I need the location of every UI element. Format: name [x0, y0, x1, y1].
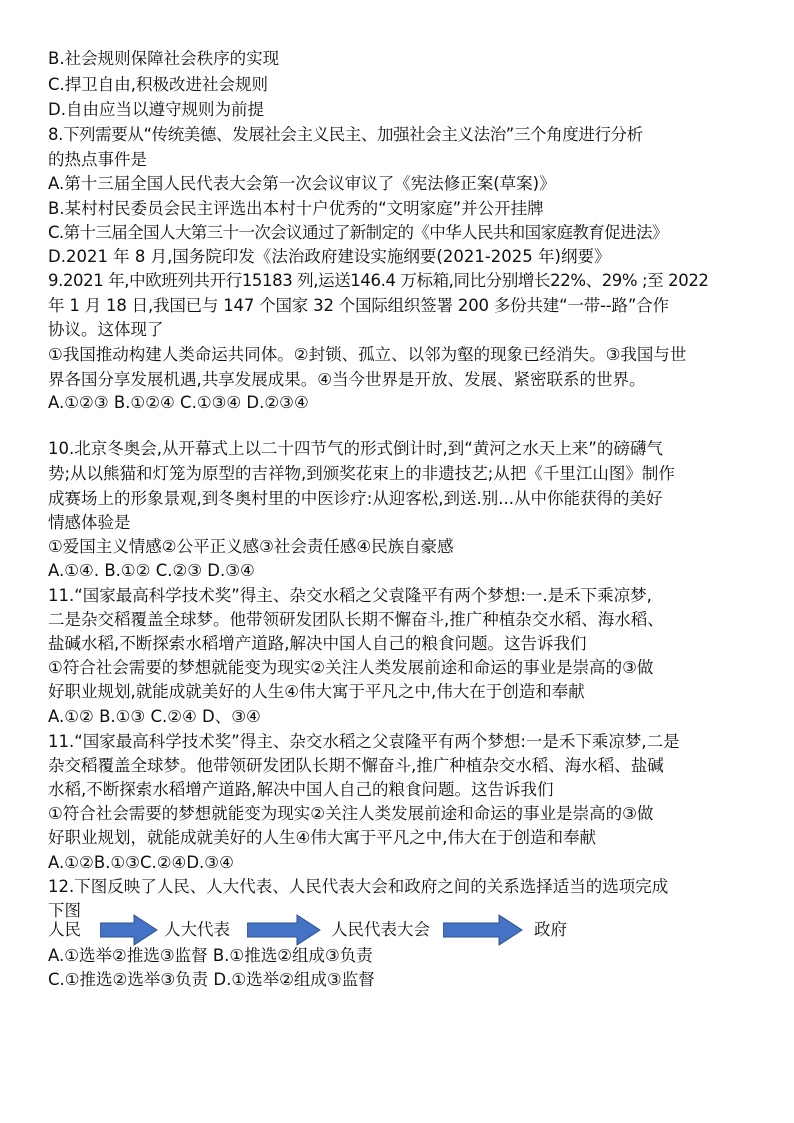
question-stem-line: 水稻,不断探索水稻增产道路,解决中国人自己的粮食问题。这告诉我们: [48, 780, 554, 799]
question-stem-line: 9.2021 年,中欧班列共开行15183 列,运送146.4 万标箱,同比分别增长22%、29% ;至 2022: [48, 271, 709, 290]
question-stem-line: 11.“国家最高科学技术奖”得主、杂交水稻之父袁隆平有两个梦想:一是禾下乘凉梦,二是: [48, 732, 680, 751]
question-stem-line: 情感体验是: [48, 513, 131, 532]
statement-line: ①符合社会需要的梦想就能变为现实②关注人类发展前途和命运的事业是崇高的③做: [48, 658, 654, 677]
question-stem-line: 势;从以熊猫和灯笼为原型的吉祥物,到颁奖花束上的非遗技艺;从把《千里江山图》制作: [48, 464, 675, 483]
question-stem-line: 二是杂交稻覆盖全球梦。他带领研发团队长期不懈奋斗,推广种植杂交水稻、海水稻、: [48, 610, 664, 629]
question-stem-line: 12.下图反映了人民、人大代表、人民代表大会和政府之间的关系选择适当的选项完成: [48, 877, 669, 896]
answer-choices: C.①推选②选举③负责 D.①选举②组成③监督: [48, 970, 375, 989]
option-line: B.社会规则保障社会秩序的实现: [48, 49, 280, 68]
statement-line: 好职业规划,就能成就美好的人生④伟大寓于平凡之中,伟大在于创造和奉献: [48, 682, 585, 701]
node-government: 政府: [534, 920, 567, 939]
arrow-shape: [100, 915, 157, 945]
question-stem-line: 下图: [48, 901, 81, 920]
option-line: C.捍卫自由,积极改进社会规则: [48, 75, 269, 94]
question-stem-line: 盐碱水稻,不断探索水稻增产道路,解决中国人自己的粮食问题。这告诉我们: [48, 634, 587, 653]
option-line: B.某村村民委员会民主评选出本村十户优秀的“文明家庭”并公开挂牌: [48, 199, 544, 218]
node-people: 人民: [48, 920, 81, 939]
arrow-shape: [443, 915, 522, 945]
question-stem-line: 协议。这体现了: [48, 320, 164, 339]
statement-line: ①我国推动构建人类命运共同体。②封锁、孤立、以邻为壑的现象已经消失。③我国与世: [48, 345, 687, 364]
question-stem-line: 成赛场上的形象景观,到冬奥村里的中医诊疗:从迎客松,到送.别...从中你能获得的美好: [48, 489, 663, 508]
question-stem-line: 的热点事件是: [48, 150, 147, 169]
question-stem-line: 年 1 月 18 日,我国已与 147 个国家 32 个国际组织签署 200 多份共建“一带--路”合作: [48, 296, 669, 315]
question-stem-line: 11.“国家最高科学技术奖”得主、杂交水稻之父袁隆平有两个梦想:一.是禾下乘凉梦,: [48, 586, 652, 605]
answer-choices: A.①选举②推选③监督 B.①推选②组成③负责: [48, 946, 373, 965]
statement-line: 好职业规划，就能成就美好的人生④伟大寓于平凡之中,伟大在于创造和奉献: [48, 828, 597, 847]
statement-line: ①符合社会需要的梦想就能变为现实②关注人类发展前途和命运的事业是崇高的③做: [48, 804, 654, 823]
arrow-right-icon: [443, 914, 523, 946]
question-stem-line: 10.北京冬奥会,从开幕式上以二十四节气的形式倒计时,到“黄河之水天上来”的磅礴气: [48, 439, 663, 458]
question-stem-line: 杂交稻覆盖全球梦。他带领研发团队长期不懈奋斗,推广种植杂交水稻、海水稻、盐碱: [48, 756, 664, 775]
question-stem-line: 8.下列需要从“传统美德、发展社会主义民主、加强社会主义法治”三个角度进行分析: [48, 125, 643, 144]
relationship-diagram: [48, 914, 608, 946]
answer-choices: A.①④. B.①② C.②③ D.③④: [48, 561, 255, 580]
statement-line: ①爱国主义情感②公平正义感③社会责任感④民族自豪感: [48, 537, 454, 556]
arrow-right-icon: [100, 914, 158, 946]
answer-choices: A.①②B.①③C.②④D.③④: [48, 853, 234, 872]
answer-choices: A.①② B.①③ C.②④ D、③④: [48, 707, 261, 726]
statement-line: 界各国分享发展机遇,共享发展成果。④当今世界是开放、发展、紧密联系的世界。: [48, 370, 646, 389]
option-line: C.第十三届全国人大第三十一次会议通过了新制定的《中华人民共和国家庭教育促进法》: [48, 223, 668, 242]
answer-choices: A.①②③ B.①②④ C.①③④ D.②③④: [48, 393, 309, 412]
node-npc: 人民代表大会: [331, 920, 430, 939]
option-line: D.2021 年 8 月,国务院印发《法治政府建设实施纲要(2021-2025 年)纲要》: [48, 247, 611, 266]
option-line: D.自由应当以遵守规则为前提: [48, 100, 264, 119]
option-line: A.第十三届全国人民代表大会第一次会议审议了《宪法修正案(草案)》: [48, 174, 556, 193]
arrow-shape: [247, 915, 320, 945]
node-npc-deputies: 人大代表: [164, 920, 230, 939]
arrow-right-icon: [247, 914, 321, 946]
